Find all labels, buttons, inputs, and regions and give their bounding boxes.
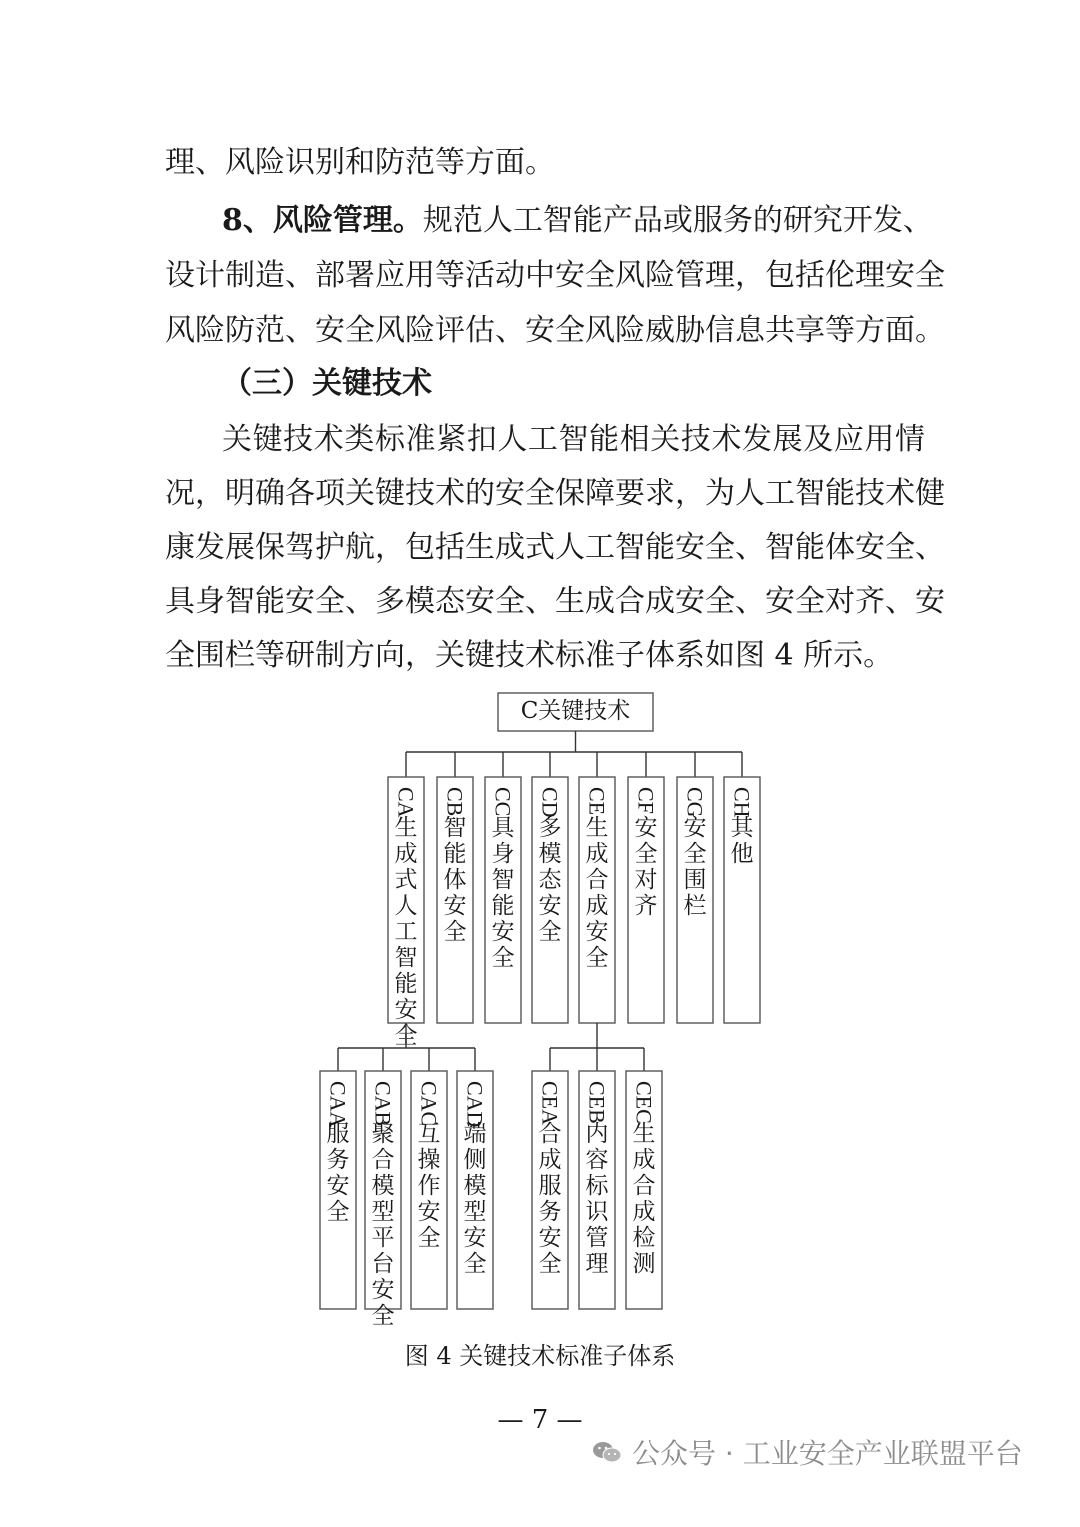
level2-ceb-code: CEB xyxy=(584,1081,610,1124)
level1-ca-label-char: 智 xyxy=(394,945,418,971)
level1-cg-label-char: 安 xyxy=(683,815,707,841)
level1-cf-code: CF xyxy=(633,787,659,814)
level2-ceb-label-char: 标 xyxy=(585,1173,609,1199)
level2-cea-label-char: 务 xyxy=(538,1199,562,1225)
level1-cd-code: CD xyxy=(537,787,563,818)
level2-cab-label-char: 型 xyxy=(371,1199,395,1225)
level1-cf-label-char: 对 xyxy=(634,867,658,893)
level2-caa-label-char: 全 xyxy=(326,1199,350,1225)
level1-ce-label-char: 合 xyxy=(585,867,609,893)
level1-cd-label-char: 安 xyxy=(538,893,562,919)
level2-ceb-label-char: 识 xyxy=(585,1199,609,1225)
level2-cac-label-char: 安 xyxy=(417,1199,441,1225)
level2-ceb-label-char: 管 xyxy=(585,1225,609,1251)
level2-cab-label-char: 全 xyxy=(371,1303,395,1329)
level1-ch-label-char: 其 xyxy=(730,815,754,841)
watermark xyxy=(592,1432,1023,1472)
level1-cf-label-char: 齐 xyxy=(634,893,658,919)
level1-cc-label-char: 能 xyxy=(491,893,515,919)
level2-cad-label-char: 型 xyxy=(463,1199,487,1225)
level1-ca-label-char: 工 xyxy=(394,919,418,945)
level1-ca-label-char: 生 xyxy=(394,815,418,841)
paragraph-line: 具身智能安全、多模态安全、生成合成安全、安全对齐、安 xyxy=(165,584,945,619)
level1-ca-label-char: 成 xyxy=(394,841,418,867)
level2-cac-label-char: 互 xyxy=(417,1121,441,1147)
level2-caa-label-char: 务 xyxy=(326,1147,350,1173)
level1-cd-label-char: 态 xyxy=(538,867,562,893)
level2-cad-label-char: 模 xyxy=(463,1173,487,1199)
section-heading: （三）关键技术 xyxy=(222,366,432,401)
level2-cec-label-char: 测 xyxy=(632,1251,656,1277)
level2-cec-label-char: 合 xyxy=(632,1173,656,1199)
body-line: 风险防范、安全风险评估、安全风险威胁信息共享等方面。 xyxy=(165,313,945,348)
level1-ca-label-char: 人 xyxy=(394,893,418,919)
level2-ceb-label-char: 理 xyxy=(585,1251,609,1277)
level2-cac-code: CAC xyxy=(416,1081,442,1127)
level2-cec-label-char: 成 xyxy=(632,1147,656,1173)
level1-ce-label-char: 生 xyxy=(585,815,609,841)
level2-cab-label-char: 台 xyxy=(371,1251,395,1277)
paragraph-line: 关键技术类标准紧扣人工智能相关技术发展及应用情 xyxy=(222,422,925,457)
level1-ca-label-char: 式 xyxy=(394,867,418,893)
level1-cc-code: CC xyxy=(490,787,516,817)
level1-cg-label-char: 栏 xyxy=(683,893,707,919)
level1-cg-label-char: 全 xyxy=(683,841,707,867)
level2-cab-label-char: 平 xyxy=(371,1225,395,1251)
level1-ch-label-char: 他 xyxy=(730,841,754,867)
paragraph-line: 全围栏等研制方向，关键技术标准子体系如图 4 所示。 xyxy=(165,638,894,673)
page-number: — 7 — xyxy=(497,1405,583,1435)
root-label: C关键技术 xyxy=(520,698,631,724)
level2-cea-label-char: 服 xyxy=(538,1173,562,1199)
level1-cd-label-char: 模 xyxy=(538,841,562,867)
level2-cea-label-char: 成 xyxy=(538,1147,562,1173)
watermark-text: 公众号 · 工业安全产业联盟平台 xyxy=(632,1437,1023,1470)
level1-cb-label-char: 体 xyxy=(443,867,467,893)
level1-cb-code: CB xyxy=(442,787,468,817)
level1-cc-label-char: 具 xyxy=(491,815,515,841)
level1-cc-label-char: 身 xyxy=(491,841,515,867)
level1-ca-code: CA xyxy=(393,787,419,818)
level1-cc-label-char: 智 xyxy=(491,867,515,893)
paragraph-line: 况，明确各项关键技术的安全保障要求，为人工智能技术健 xyxy=(165,476,945,511)
level1-cd-label-char: 全 xyxy=(538,919,562,945)
level2-cab-label-char: 安 xyxy=(371,1277,395,1303)
level2-cab-label-char: 合 xyxy=(371,1147,395,1173)
level1-cd-label-char: 多 xyxy=(538,815,562,841)
level1-ca-label-char: 能 xyxy=(394,971,418,997)
level1-cc-label-char: 安 xyxy=(491,919,515,945)
level2-cac-label-char: 操 xyxy=(417,1147,441,1173)
level1-cg-label-char: 围 xyxy=(683,867,707,893)
level2-cab-code: CAB xyxy=(370,1081,396,1127)
level1-cg-code: CG xyxy=(682,787,708,818)
level2-cad-label-char: 侧 xyxy=(463,1147,487,1173)
level2-cec-label-char: 检 xyxy=(632,1225,656,1251)
level2-cec-code: CEC xyxy=(631,1081,657,1124)
item-title: 8、风险管理。 xyxy=(222,203,423,238)
level1-ce-label-char: 成 xyxy=(585,893,609,919)
figure-caption: 图 4 关键技术标准子体系 xyxy=(404,1342,676,1370)
level2-cad-label-char: 端 xyxy=(463,1121,487,1147)
level2-caa-label-char: 安 xyxy=(326,1173,350,1199)
level1-ce-label-char: 全 xyxy=(585,945,609,971)
level1-cc-label-char: 全 xyxy=(491,945,515,971)
level2-caa-code: CAA xyxy=(325,1081,351,1128)
body-line: 设计制造、部署应用等活动中安全风险管理，包括伦理安全 xyxy=(165,258,945,293)
level2-cab-label-char: 聚 xyxy=(371,1121,395,1147)
level2-ceb-label-char: 容 xyxy=(585,1147,609,1173)
level2-cad-code: CAD xyxy=(462,1081,488,1128)
level1-ca-label-char: 安 xyxy=(394,997,418,1023)
level2-cec-label-char: 成 xyxy=(632,1199,656,1225)
level2-cad-label-char: 全 xyxy=(463,1251,487,1277)
level1-cb-label-char: 能 xyxy=(443,841,467,867)
body-line: 理、风险识别和防范等方面。 xyxy=(165,145,555,180)
level1-ce-label-char: 成 xyxy=(585,841,609,867)
level2-cab-label-char: 模 xyxy=(371,1173,395,1199)
level1-cb-label-char: 智 xyxy=(443,815,467,841)
level2-cea-code: CEA xyxy=(537,1081,563,1125)
level2-cad-label-char: 安 xyxy=(463,1225,487,1251)
level2-cac-label-char: 全 xyxy=(417,1225,441,1251)
level2-cac-label-char: 作 xyxy=(417,1173,441,1199)
level2-cea-label-char: 全 xyxy=(538,1251,562,1277)
level2-cea-label-char: 合 xyxy=(538,1121,562,1147)
paragraph-line: 康发展保驾护航，包括生成式人工智能安全、智能体安全、 xyxy=(165,530,945,565)
wechat-icon xyxy=(592,1440,622,1464)
level2-cea-label-char: 安 xyxy=(538,1225,562,1251)
level1-ch-code: CH xyxy=(729,787,755,818)
body-line: 8、风险管理。规范人工智能产品或服务的研究开发、 xyxy=(222,203,933,238)
level1-ca-label-char: 全 xyxy=(394,1023,418,1049)
level1-cb-label-char: 全 xyxy=(443,919,467,945)
level2-caa-label-char: 服 xyxy=(326,1121,350,1147)
level2-cec-label-char: 生 xyxy=(632,1121,656,1147)
level1-cf-label-char: 全 xyxy=(634,841,658,867)
level1-ce-label-char: 安 xyxy=(585,919,609,945)
level1-ce-code: CE xyxy=(584,787,610,816)
level1-cb-label-char: 安 xyxy=(443,893,467,919)
level2-ceb-label-char: 内 xyxy=(585,1121,609,1147)
level1-cf-label-char: 安 xyxy=(634,815,658,841)
